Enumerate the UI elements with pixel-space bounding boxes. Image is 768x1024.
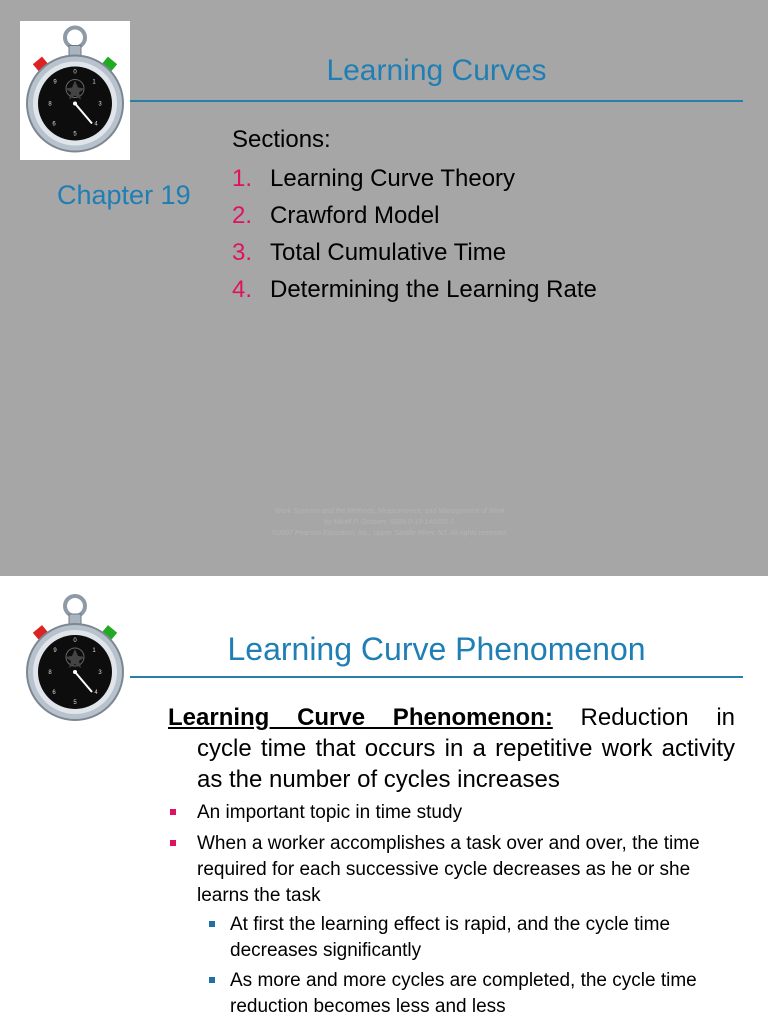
slide-learning-curve-phenomenon [0, 576, 768, 1024]
footer-line: by Mikell P. Groover, ISBN 0-13-140650-7. [324, 519, 456, 526]
footer-line: Work Systems and the Methods, Measurement, and Management of Work [274, 508, 506, 515]
bullet-marker [170, 840, 176, 846]
slide-title: Learning Curves [326, 54, 547, 87]
sub-bullet-text: As more and more cycles are completed, the cycle time reduction becomes less and less [230, 970, 697, 1017]
definition-text: cycle time that occurs in a repetitive work activity as the number of cycles increases [197, 735, 735, 793]
stopwatch-icon [20, 21, 130, 160]
definition-paragraph [168, 702, 735, 795]
section-item [232, 200, 597, 237]
sections-label: Sections: [232, 126, 331, 153]
section-item [232, 163, 597, 200]
slide-title: Learning Curve Phenomenon [227, 631, 646, 667]
sections-list [232, 163, 597, 311]
section-item [232, 237, 597, 274]
copyright-footer [190, 506, 590, 539]
section-number: 3. [232, 239, 253, 266]
section-item [232, 274, 597, 311]
bullet-text: An important topic in time study [197, 802, 463, 823]
sub-bullet-text: At first the learning effect is rapid, and the cycle time decreases significantly [230, 914, 671, 961]
footer-line: ©2007 Pearson Education, Inc., Upper Saddle River, NJ. All rights reserved. [272, 530, 508, 537]
title-divider [130, 676, 743, 678]
section-text: Total Cumulative Time [270, 239, 507, 266]
stopwatch-icon [20, 594, 130, 724]
section-number: 1. [232, 165, 253, 192]
definition-first-text: Reduction in [580, 704, 735, 731]
section-text: Crawford Model [270, 202, 440, 229]
section-number: 2. [232, 202, 253, 229]
sub-bullet-marker [209, 977, 215, 983]
section-text: Learning Curve Theory [270, 165, 516, 192]
section-number: 4. [232, 276, 253, 303]
sub-bullet-item [201, 968, 741, 1020]
stopwatch-frame [20, 21, 130, 160]
bullet-item [168, 800, 743, 826]
section-text: Determining the Learning Rate [270, 276, 597, 303]
definition-first-line [168, 702, 735, 733]
bullet-text: When a worker accomplishes a task over and over, the time required for each successive cycle decreases as he or she learns the task [197, 833, 700, 906]
sub-bullet-item [201, 912, 741, 964]
title-divider [130, 100, 743, 102]
bullet-item [168, 831, 743, 909]
sub-bullet-marker [209, 921, 215, 927]
definition-term: Learning Curve Phenomenon: [168, 704, 553, 731]
chapter-label: Chapter 19 [57, 180, 191, 210]
bullet-marker [170, 809, 176, 815]
